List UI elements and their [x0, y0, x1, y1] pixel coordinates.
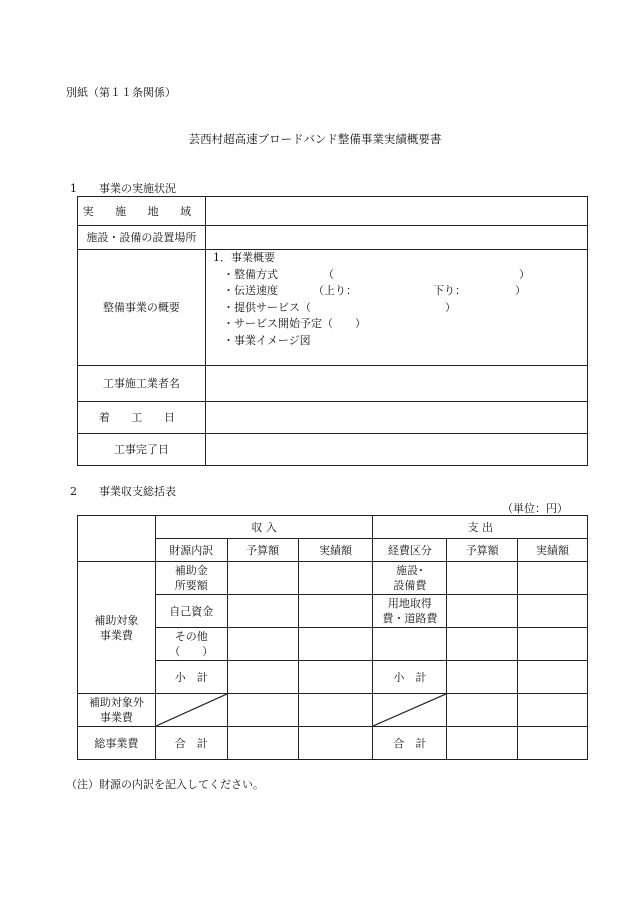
- completion-value[interactable]: [205, 434, 587, 466]
- cell[interactable]: [447, 628, 518, 661]
- income-header: 収 入: [155, 516, 373, 539]
- diagonal-cell: [155, 694, 227, 727]
- expense-header: 支 出: [373, 516, 588, 539]
- cell[interactable]: [227, 694, 298, 727]
- cell[interactable]: [518, 595, 588, 628]
- cell[interactable]: [227, 562, 298, 595]
- row-label-facility-site: 施設・設備の設置場所: [78, 226, 206, 250]
- cell[interactable]: [518, 661, 588, 694]
- cell[interactable]: [227, 661, 298, 694]
- cell[interactable]: [518, 562, 588, 595]
- col-source-breakdown: 財源内訳: [155, 539, 227, 562]
- cell[interactable]: [298, 661, 373, 694]
- cell[interactable]: [447, 661, 518, 694]
- section1-heading: 1 事業の実施状況: [70, 182, 176, 195]
- cell[interactable]: [447, 727, 518, 760]
- col-budget-2: 予算額: [447, 539, 518, 562]
- diagonal-cell: [373, 694, 447, 727]
- expense-subtotal: 小 計: [373, 661, 447, 694]
- expense-total: 合 計: [373, 727, 447, 760]
- income-other: その他 （ ）: [155, 628, 227, 661]
- cell[interactable]: [298, 694, 373, 727]
- expense-facility: 施設･ 設備費: [373, 562, 447, 595]
- cell[interactable]: [227, 595, 298, 628]
- cell[interactable]: [227, 628, 298, 661]
- row-label-completion: 工事完了日: [78, 434, 206, 466]
- col-actual: 実績額: [298, 539, 373, 562]
- non-subsidy-label: 補助対象外 事業費: [78, 694, 156, 727]
- budget-table: [77, 515, 588, 760]
- subsidy-target-label: 補助対象 事業費: [78, 562, 156, 694]
- row-label-contractor: 工事施工業者名: [78, 366, 206, 402]
- cell[interactable]: [298, 628, 373, 661]
- cell[interactable]: [227, 727, 298, 760]
- income-own-funds: 自己資金: [155, 595, 227, 628]
- cell[interactable]: [373, 628, 447, 661]
- diagonal-line: [373, 694, 446, 726]
- total-label: 総事業費: [78, 727, 156, 760]
- document-page: 別紙（第１１条関係） 芸西村超高速ブロードバンド整備事業実績概要書 1 事業の実施状況 実 施 地 域 施設・設備の設置場所 整備事業の概要 工事施工業者名 着 工 日 工事完了日 1．事業概要 ・整備方式 （ ） ・伝送速度 （上り： 下り： ） ・提供サービス（ ） ・サービス開始予定（ ） ・事業イメージ図 2 事業収支総括表 （単位：円） 収 入 支 出 財源内訳 予算額 実績額 経費区分 予算額 実績額 補助対象 事業費 補助金 所要額 施設･ 設備費 自己資金 用地取得 費・道路費 その他 （ ） 小 計 小 計 補助対象外 事業費 総事業費 合 計 合 計 （注）財源の内訳を記入してください。: [0, 0, 630, 915]
- cell[interactable]: [518, 628, 588, 661]
- section2-heading: 2 事業収支総括表: [70, 485, 176, 498]
- expense-land: 用地取得 費・道路費: [373, 595, 447, 628]
- row-label-overview: 整備事業の概要: [78, 250, 206, 366]
- cell[interactable]: [447, 694, 518, 727]
- corner-cell: [78, 516, 156, 562]
- start-value[interactable]: [205, 402, 587, 434]
- cell[interactable]: [518, 694, 588, 727]
- location-value[interactable]: [205, 197, 587, 226]
- col-actual-2: 実績額: [518, 539, 588, 562]
- note: （注）財源の内訳を記入してください。: [66, 778, 264, 791]
- col-budget: 予算額: [227, 539, 298, 562]
- diagonal-line: [156, 694, 227, 726]
- income-subtotal: 小 計: [155, 661, 227, 694]
- document-title: 芸西村超高速ブロードバンド整備事業実績概要書: [188, 132, 442, 146]
- cell[interactable]: [298, 562, 373, 595]
- unit-label: （単位：円）: [502, 502, 568, 515]
- income-subsidy: 補助金 所要額: [155, 562, 227, 595]
- row-label-start: 着 工 日: [78, 402, 206, 434]
- cell[interactable]: [447, 595, 518, 628]
- cell[interactable]: [298, 595, 373, 628]
- income-total: 合 計: [155, 727, 227, 760]
- cell[interactable]: [518, 727, 588, 760]
- col-expense-category: 経費区分: [373, 539, 447, 562]
- annex-label: 別紙（第１１条関係）: [66, 86, 176, 99]
- cell[interactable]: [447, 562, 518, 595]
- row-label-location: 実 施 地 域: [78, 197, 206, 226]
- cell[interactable]: [298, 727, 373, 760]
- contractor-value[interactable]: [205, 366, 587, 402]
- facility-site-value[interactable]: [205, 226, 587, 250]
